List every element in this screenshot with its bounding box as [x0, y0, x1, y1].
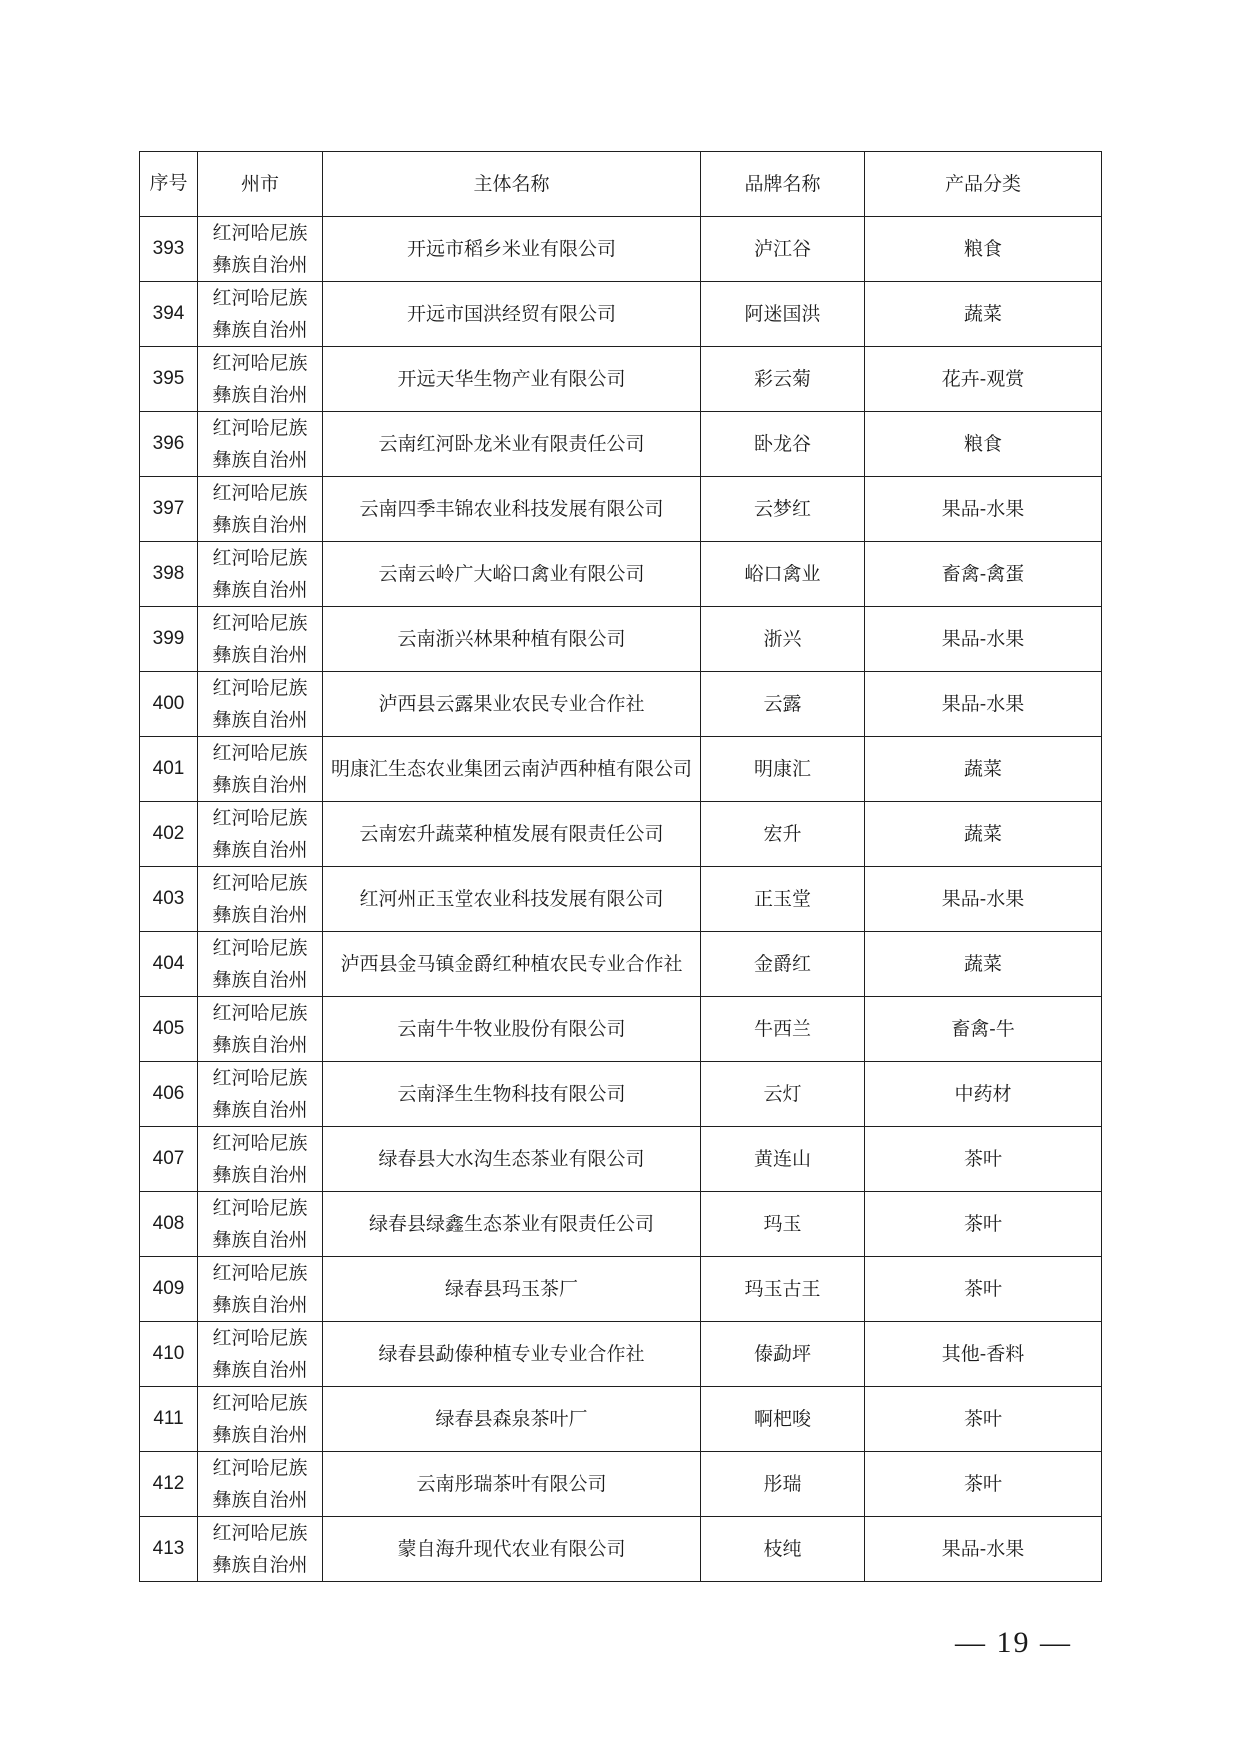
cell-category: 畜禽-牛: [865, 997, 1102, 1062]
cell-prefecture: 红河哈尼族彝族自治州: [198, 347, 323, 412]
header-entity: 主体名称: [323, 152, 701, 217]
cell-category: 其他-香料: [865, 1322, 1102, 1387]
cell-entity: 绿春县勐傣种植专业专业合作社: [323, 1322, 701, 1387]
header-row: [140, 152, 1102, 217]
cell-prefecture: 红河哈尼族彝族自治州: [198, 932, 323, 997]
table-row: [140, 867, 1102, 932]
cell-category: 果品-水果: [865, 867, 1102, 932]
cell-seq: 411: [140, 1387, 198, 1452]
table-row: [140, 217, 1102, 282]
cell-prefecture: 红河哈尼族彝族自治州: [198, 867, 323, 932]
cell-brand: 黄连山: [701, 1127, 865, 1192]
cell-seq: 395: [140, 347, 198, 412]
cell-prefecture: 红河哈尼族彝族自治州: [198, 217, 323, 282]
cell-prefecture: 红河哈尼族彝族自治州: [198, 997, 323, 1062]
cell-seq: 400: [140, 672, 198, 737]
header-prefecture: 州市: [198, 152, 323, 217]
cell-entity: 云南浙兴林果种植有限公司: [323, 607, 701, 672]
table-row: [140, 932, 1102, 997]
cell-brand: 泸江谷: [701, 217, 865, 282]
cell-seq: 413: [140, 1517, 198, 1582]
cell-seq: 399: [140, 607, 198, 672]
cell-brand: 牛西兰: [701, 997, 865, 1062]
cell-entity: 绿春县森泉茶叶厂: [323, 1387, 701, 1452]
cell-entity: 云南红河卧龙米业有限责任公司: [323, 412, 701, 477]
cell-seq: 409: [140, 1257, 198, 1322]
cell-entity: 云南泽生生物科技有限公司: [323, 1062, 701, 1127]
cell-category: 蔬菜: [865, 932, 1102, 997]
cell-entity: 绿春县玛玉茶厂: [323, 1257, 701, 1322]
cell-category: 茶叶: [865, 1127, 1102, 1192]
header-seq: 序号: [140, 152, 198, 217]
cell-brand: 峪口禽业: [701, 542, 865, 607]
cell-entity: 泸西县云露果业农民专业合作社: [323, 672, 701, 737]
cell-prefecture: 红河哈尼族彝族自治州: [198, 282, 323, 347]
table-row: [140, 347, 1102, 412]
table-row: [140, 997, 1102, 1062]
table-row: [140, 1192, 1102, 1257]
cell-entity: 蒙自海升现代农业有限公司: [323, 1517, 701, 1582]
table-header: [140, 152, 1102, 217]
cell-seq: 406: [140, 1062, 198, 1127]
header-category: 产品分类: [865, 152, 1102, 217]
cell-seq: 397: [140, 477, 198, 542]
cell-entity: 开远天华生物产业有限公司: [323, 347, 701, 412]
cell-prefecture: 红河哈尼族彝族自治州: [198, 1322, 323, 1387]
cell-brand: 金爵红: [701, 932, 865, 997]
cell-prefecture: 红河哈尼族彝族自治州: [198, 672, 323, 737]
cell-entity: 云南宏升蔬菜种植发展有限责任公司: [323, 802, 701, 867]
cell-brand: 明康汇: [701, 737, 865, 802]
cell-entity: 泸西县金马镇金爵红种植农民专业合作社: [323, 932, 701, 997]
table-row: [140, 672, 1102, 737]
cell-brand: 玛玉: [701, 1192, 865, 1257]
table-row: [140, 477, 1102, 542]
cell-brand: 啊杷唆: [701, 1387, 865, 1452]
cell-prefecture: 红河哈尼族彝族自治州: [198, 477, 323, 542]
cell-category: 蔬菜: [865, 802, 1102, 867]
cell-prefecture: 红河哈尼族彝族自治州: [198, 1452, 323, 1517]
cell-brand: 傣勐坪: [701, 1322, 865, 1387]
cell-category: 中药材: [865, 1062, 1102, 1127]
cell-category: 果品-水果: [865, 477, 1102, 542]
roster-table: [139, 151, 1102, 1582]
cell-seq: 407: [140, 1127, 198, 1192]
cell-entity: 明康汇生态农业集团云南泸西种植有限公司: [323, 737, 701, 802]
cell-seq: 394: [140, 282, 198, 347]
cell-seq: 412: [140, 1452, 198, 1517]
cell-prefecture: 红河哈尼族彝族自治州: [198, 1387, 323, 1452]
table-row: [140, 607, 1102, 672]
cell-brand: 彩云菊: [701, 347, 865, 412]
cell-entity: 云南云岭广大峪口禽业有限公司: [323, 542, 701, 607]
cell-seq: 408: [140, 1192, 198, 1257]
cell-category: 花卉-观赏: [865, 347, 1102, 412]
cell-brand: 云灯: [701, 1062, 865, 1127]
cell-seq: 393: [140, 217, 198, 282]
cell-brand: 正玉堂: [701, 867, 865, 932]
cell-seq: 403: [140, 867, 198, 932]
cell-category: 粮食: [865, 217, 1102, 282]
table-body: [140, 217, 1102, 1582]
cell-seq: 405: [140, 997, 198, 1062]
cell-category: 茶叶: [865, 1257, 1102, 1322]
cell-prefecture: 红河哈尼族彝族自治州: [198, 1192, 323, 1257]
cell-prefecture: 红河哈尼族彝族自治州: [198, 1127, 323, 1192]
cell-seq: 402: [140, 802, 198, 867]
table-row: [140, 542, 1102, 607]
table-row: [140, 1062, 1102, 1127]
cell-brand: 宏升: [701, 802, 865, 867]
cell-entity: 云南四季丰锦农业科技发展有限公司: [323, 477, 701, 542]
cell-prefecture: 红河哈尼族彝族自治州: [198, 1517, 323, 1582]
table-row: [140, 1322, 1102, 1387]
cell-seq: 396: [140, 412, 198, 477]
cell-category: 果品-水果: [865, 607, 1102, 672]
cell-entity: 云南牛牛牧业股份有限公司: [323, 997, 701, 1062]
cell-seq: 410: [140, 1322, 198, 1387]
cell-entity: 绿春县大水沟生态茶业有限公司: [323, 1127, 701, 1192]
cell-category: 果品-水果: [865, 672, 1102, 737]
cell-category: 蔬菜: [865, 737, 1102, 802]
cell-entity: 开远市稻乡米业有限公司: [323, 217, 701, 282]
cell-entity: 开远市国洪经贸有限公司: [323, 282, 701, 347]
page-number: — 19 —: [955, 1626, 1072, 1659]
table-row: [140, 1257, 1102, 1322]
cell-entity: 绿春县绿鑫生态茶业有限责任公司: [323, 1192, 701, 1257]
cell-brand: 彤瑞: [701, 1452, 865, 1517]
cell-prefecture: 红河哈尼族彝族自治州: [198, 607, 323, 672]
cell-category: 茶叶: [865, 1387, 1102, 1452]
cell-seq: 401: [140, 737, 198, 802]
cell-prefecture: 红河哈尼族彝族自治州: [198, 802, 323, 867]
cell-entity: 云南彤瑞茶叶有限公司: [323, 1452, 701, 1517]
cell-category: 蔬菜: [865, 282, 1102, 347]
cell-seq: 398: [140, 542, 198, 607]
cell-category: 茶叶: [865, 1452, 1102, 1517]
table-row: [140, 802, 1102, 867]
cell-category: 粮食: [865, 412, 1102, 477]
cell-category: 果品-水果: [865, 1517, 1102, 1582]
cell-category: 畜禽-禽蛋: [865, 542, 1102, 607]
cell-brand: 云露: [701, 672, 865, 737]
table-row: [140, 737, 1102, 802]
table-row: [140, 412, 1102, 477]
cell-prefecture: 红河哈尼族彝族自治州: [198, 1257, 323, 1322]
table-row: [140, 1127, 1102, 1192]
table-row: [140, 1517, 1102, 1582]
table-row: [140, 1452, 1102, 1517]
cell-brand: 云梦红: [701, 477, 865, 542]
cell-prefecture: 红河哈尼族彝族自治州: [198, 542, 323, 607]
cell-prefecture: 红河哈尼族彝族自治州: [198, 1062, 323, 1127]
cell-brand: 阿迷国洪: [701, 282, 865, 347]
cell-entity: 红河州正玉堂农业科技发展有限公司: [323, 867, 701, 932]
header-brand: 品牌名称: [701, 152, 865, 217]
cell-prefecture: 红河哈尼族彝族自治州: [198, 412, 323, 477]
cell-brand: 卧龙谷: [701, 412, 865, 477]
cell-brand: 浙兴: [701, 607, 865, 672]
cell-seq: 404: [140, 932, 198, 997]
table-row: [140, 282, 1102, 347]
cell-brand: 枝纯: [701, 1517, 865, 1582]
table-row: [140, 1387, 1102, 1452]
cell-brand: 玛玉古王: [701, 1257, 865, 1322]
cell-prefecture: 红河哈尼族彝族自治州: [198, 737, 323, 802]
cell-category: 茶叶: [865, 1192, 1102, 1257]
